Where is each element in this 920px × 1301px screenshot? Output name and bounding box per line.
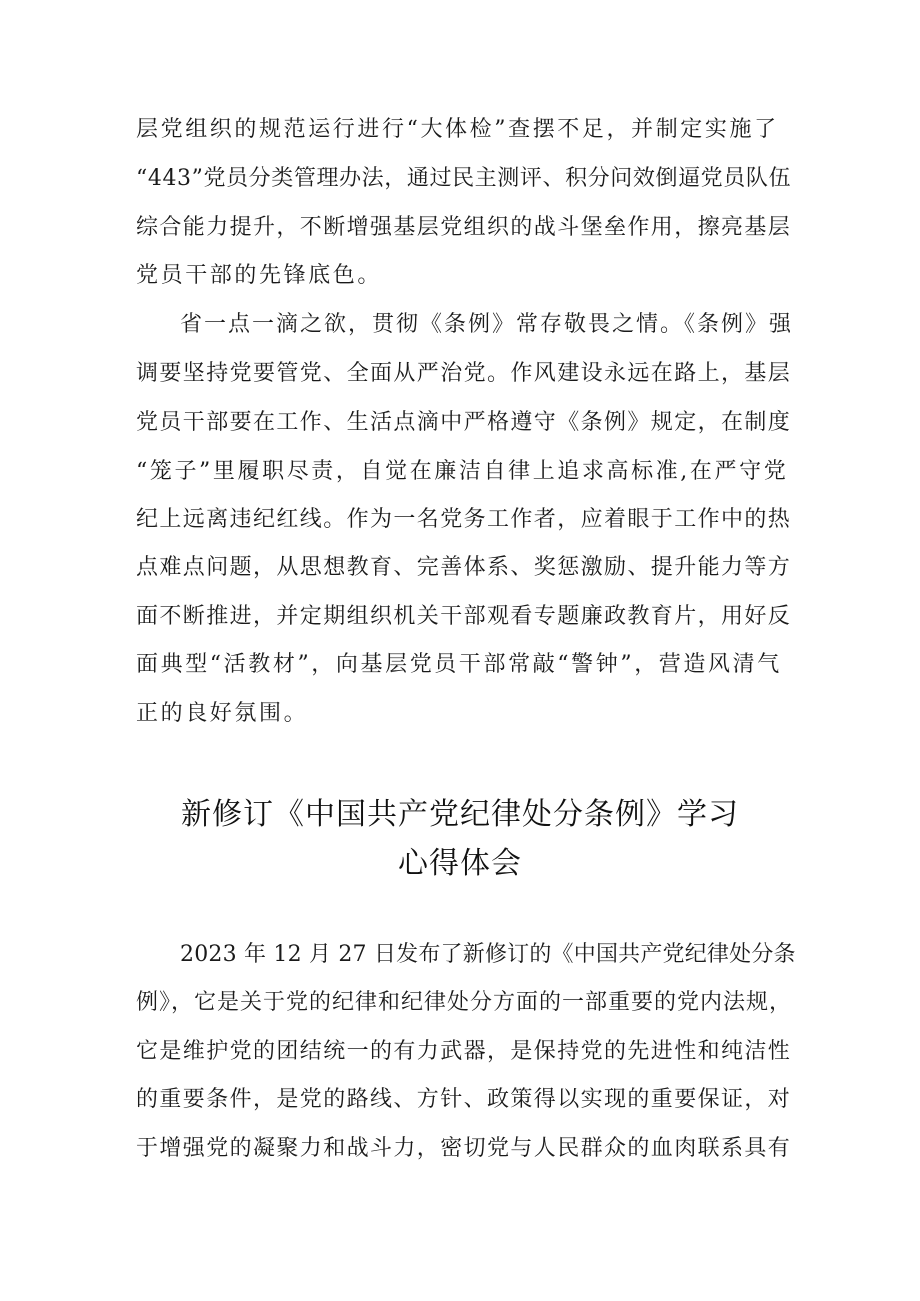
paragraph-2-line-9: 正的良好氛围。 — [136, 701, 309, 726]
paragraph-2-line-3: 党员干部要在工作、生活点滴中严格遵守《条例》规定，在制度 — [136, 410, 792, 435]
paragraph-3-line-5: 于增强党的凝聚力和战斗力，密切党与人民群众的血肉联系具有 — [136, 1136, 792, 1161]
page-title-line-2: 心得体会 — [398, 846, 522, 881]
paragraph-3-line-3: 它是维护党的团结统一的有力武器，是保持党的先进性和纯洁性 — [136, 1039, 792, 1064]
paragraph-2-line-4: “笼子”里履职尽责，自觉在廉洁自律上追求高标准,在严守党 — [136, 459, 789, 484]
page-title-line-1: 新修订《中国共产党纪律处分条例》学习 — [181, 797, 739, 832]
paragraph-1-line-1: 层党组织的规范运行进行“大体检”查摆不足，并制定实施了 — [136, 117, 779, 142]
paragraph-1-line-4: 党员干部的先锋底色。 — [136, 263, 383, 288]
paragraph-2-line-5: 纪上远离违纪红线。作为一名党务工作者，应着眼于工作中的热 — [136, 507, 792, 532]
paragraph-3-line-2: 例》，它是关于党的纪律和纪律处分方面的一部重要的党内法规， — [136, 990, 793, 1015]
paragraph-2-line-6: 点难点问题，从思想教育、完善体系、奖惩激励、提升能力等方 — [136, 555, 792, 580]
paragraph-2-line-2: 调要坚持党要管党、全面从严治党。作风建设永远在路上，基层 — [136, 361, 792, 386]
paragraph-2-line-8: 面典型“活教材”，向基层党员干部常敲“警钟”，营造风清气 — [136, 652, 782, 677]
paragraph-3-line-4: 的重要条件，是党的路线、方针、政策得以实现的重要保证，对 — [136, 1087, 792, 1112]
paragraph-3-line-1: 2023 年 12 月 27 日发布了新修订的《中国共产党纪律处分条 — [180, 942, 796, 967]
paragraph-1-line-3: 综合能力提升，不断增强基层党组织的战斗堡垒作用，擦亮基层 — [136, 215, 792, 240]
paragraph-1-line-2: “443”党员分类管理办法，通过民主测评、积分问效倒逼党员队伍 — [136, 166, 792, 191]
paragraph-2-line-7: 面不断推进，并定期组织机关干部观看专题廉政教育片，用好反 — [136, 604, 792, 629]
paragraph-2-line-1: 省一点一滴之欲，贯彻《条例》常存敬畏之情。《条例》强 — [180, 312, 794, 337]
